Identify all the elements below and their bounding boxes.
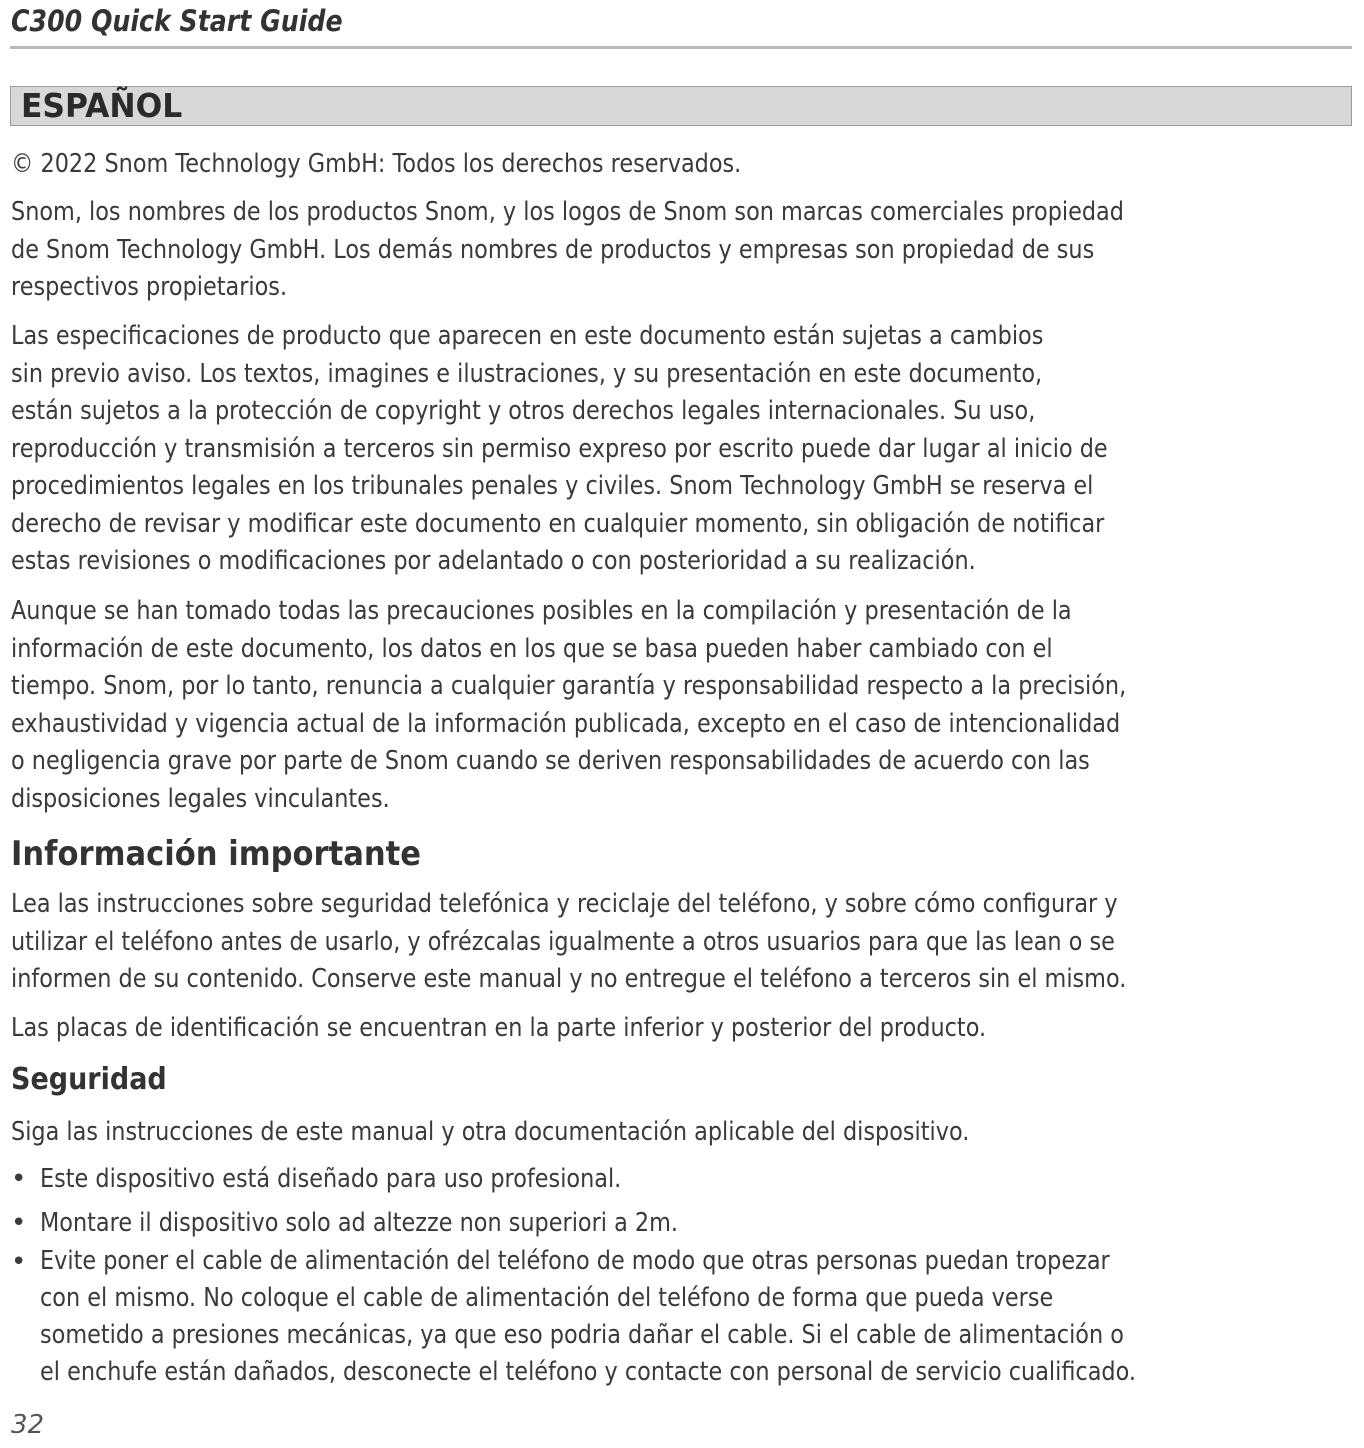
page-number: 32 bbox=[11, 1410, 45, 1440]
text-line: estas revisiones o modificaciones por adelantado o con posterioridad a su realización. bbox=[11, 546, 976, 576]
important-info-paragraph bbox=[11, 886, 1181, 999]
text-line: información de este documento, los datos en los que se basa pueden haber cambiado con el bbox=[11, 633, 1053, 664]
text-line: disposiciones legales vinculantes. bbox=[11, 783, 390, 814]
text-line: informen de su contenido. Conserve este manual y no entregue el teléfono a terceros sin el mismo. bbox=[11, 964, 1127, 994]
text-line: Siga las instrucciones de este manual y otra documentación aplicable del dispositivo. bbox=[11, 1117, 970, 1147]
text-line: Evite poner el cable de alimentación del teléfono de modo que otras personas puedan tropezar bbox=[40, 1246, 1110, 1276]
text-line: sometido a presiones mecánicas, ya que eso podria dañar el cable. Si el cable de alimentación o bbox=[40, 1320, 1124, 1350]
text-line: Las placas de identificación se encuentran en la parte inferior y posterior del producto. bbox=[11, 1013, 987, 1043]
document-title: C300 Quick Start Guide bbox=[11, 4, 343, 38]
bullet-text bbox=[40, 1160, 1227, 1198]
text-line: exhaustividad y vigencia actual de la información publicada, excepto en el caso de intencionalidad bbox=[11, 708, 1121, 739]
text-line: el enchufe están dañados, desconecte el teléfono y contacte con personal de servicio cualificado. bbox=[40, 1357, 1137, 1387]
text-line: de Snom Technology GmbH. Los demás nombres de productos y empresas son propiedad de sus bbox=[11, 234, 1095, 265]
text-line: utilizar el teléfono antes de usarlo, y ofrézcalas igualmente a otros usuarios para que las lean o se bbox=[11, 926, 1115, 957]
specifications-paragraph bbox=[11, 318, 1181, 581]
trademarks-paragraph bbox=[11, 194, 1181, 307]
text-line: tiempo. Snom, por lo tanto, renuncia a cualquier garantía y responsabilidad respecto a la precisión, bbox=[11, 671, 1127, 701]
text-line: derecho de revisar y modificar este documento en cualquier momento, sin obligación de notificar bbox=[11, 508, 1105, 539]
text-line: Aunque se han tomado todas las precauciones posibles en la compilación y presentación de la bbox=[11, 596, 1072, 626]
disclaimer-paragraph bbox=[11, 593, 1181, 818]
copyright-paragraph bbox=[11, 146, 1181, 184]
identification-plates-paragraph bbox=[11, 1010, 1181, 1048]
text-line: están sujetos a la protección de copyright y otros derechos legales internacionales. Su uso, bbox=[11, 396, 1036, 426]
safety-intro-paragraph bbox=[11, 1114, 1181, 1152]
bullet-icon: • bbox=[11, 1208, 27, 1238]
text-line: respectivos propietarios. bbox=[11, 272, 288, 302]
title-divider bbox=[10, 46, 1352, 49]
text-line: Las especificaciones de producto que aparecen en este documento están sujetas a cambios bbox=[11, 321, 1044, 351]
text-line: sin previo aviso. Los textos, imagines e ilustraciones, y su presentación en este documento, bbox=[11, 358, 1043, 389]
language-section-bar bbox=[10, 86, 1352, 126]
important-info-heading: Información importante bbox=[11, 834, 422, 874]
safety-heading: Seguridad bbox=[11, 1062, 167, 1097]
text-line: Lea las instrucciones sobre seguridad telefónica y reciclaje del teléfono, y sobre cómo configurar y bbox=[11, 889, 1118, 919]
bullet-icon: • bbox=[11, 1164, 27, 1194]
text-line: Este dispositivo está diseñado para uso profesional. bbox=[40, 1164, 622, 1194]
bullet-text bbox=[40, 1243, 1227, 1391]
text-line: procedimientos legales en los tribunales penales y civiles. Snom Technology GmbH se reserva el bbox=[11, 471, 1094, 501]
bullet-icon: • bbox=[11, 1247, 27, 1277]
text-line: con el mismo. No coloque el cable de alimentación del teléfono de forma que pueda verse bbox=[40, 1283, 1054, 1313]
bullet-text bbox=[40, 1204, 1227, 1242]
text-line: o negligencia grave por parte de Snom cuando se deriven responsabilidades de acuerdo con las bbox=[11, 746, 1090, 776]
text-line: © 2022 Snom Technology GmbH: Todos los derechos reservados. bbox=[11, 149, 742, 179]
language-heading: ESPAÑOL bbox=[21, 86, 183, 125]
text-line: Snom, los nombres de los productos Snom, y los logos de Snom son marcas comerciales propiedad bbox=[11, 197, 1124, 227]
text-line: Montare il dispositivo solo ad altezze non superiori a 2m. bbox=[40, 1208, 679, 1238]
text-line: reproducción y transmisión a terceros sin permiso expreso por escrito puede dar lugar al inicio de bbox=[11, 433, 1108, 464]
